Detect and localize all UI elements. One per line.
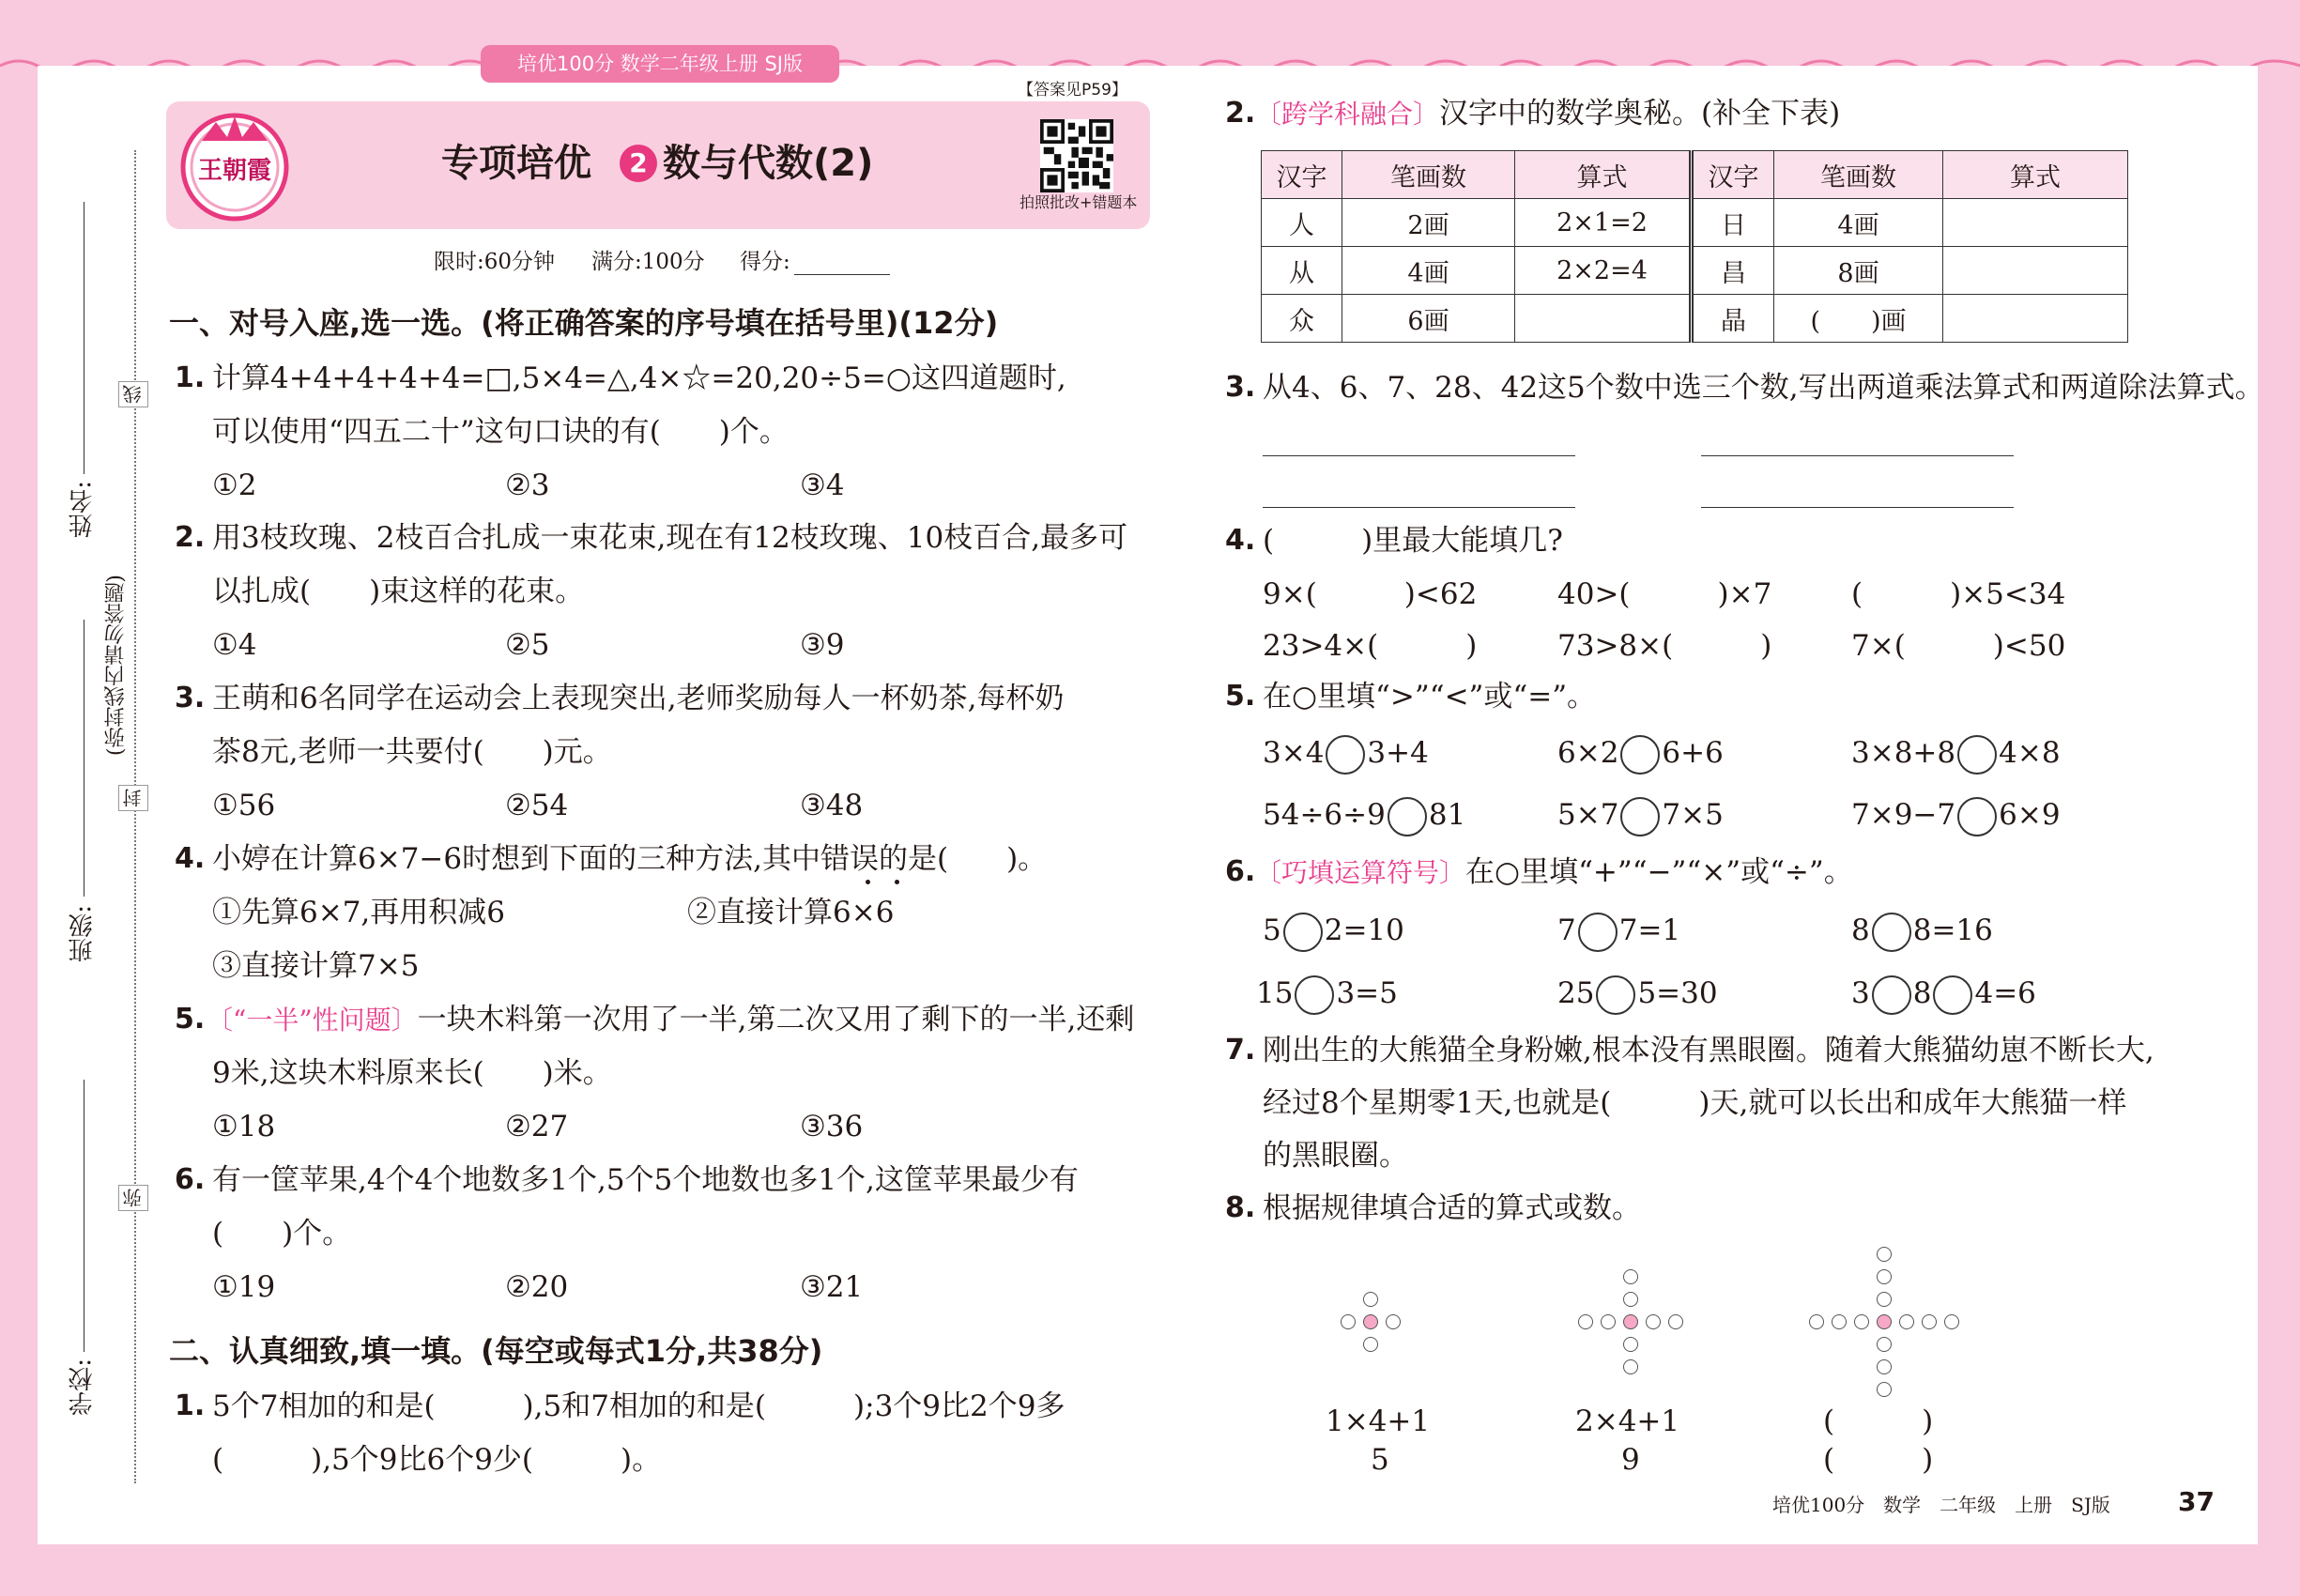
- section-1-title: 一、对号入座,选一选。(将正确答案的序号填在括号里)(12分): [169, 305, 999, 341]
- s2-q5-number: 5.: [1225, 680, 1256, 713]
- section-title: 专项培优 2 数与代数(2): [441, 142, 874, 185]
- bead: [1832, 1314, 1847, 1329]
- bead: [1877, 1359, 1892, 1374]
- q6-option[interactable]: ①19: [212, 1270, 276, 1304]
- table-cell: 2×1=2: [1515, 199, 1692, 247]
- table-cell: 人: [1262, 199, 1342, 247]
- operator-item: 3 8 4=6: [1851, 974, 2036, 1015]
- s2-q6-tag: 〔巧填运算符号〕: [1255, 857, 1466, 888]
- s2-q6-number: 6.: [1225, 855, 1256, 888]
- q2-line2: 以扎成( )束这样的花束。: [212, 575, 585, 608]
- emphasis-dot: [895, 880, 899, 884]
- bead: [1809, 1314, 1824, 1329]
- answer-circle[interactable]: [1578, 913, 1618, 952]
- answer-line[interactable]: [1701, 507, 2014, 508]
- s2-q4-number: 4.: [1225, 524, 1256, 557]
- bead: [1877, 1337, 1892, 1352]
- number-badge: 2: [620, 145, 657, 182]
- table-cell: 昌: [1692, 247, 1774, 295]
- table-cell: 4画: [1774, 199, 1943, 247]
- operator-item: 25 5=30: [1557, 974, 1718, 1015]
- answer-circle[interactable]: [1957, 735, 1997, 775]
- table-cell: 2画: [1342, 199, 1515, 247]
- q1-option[interactable]: ②3: [505, 468, 550, 502]
- book-header-tab: 培优100分 数学二年级上册 SJ版: [481, 45, 839, 83]
- answer-circle[interactable]: [1388, 797, 1427, 836]
- q1-number: 1.: [175, 361, 206, 394]
- table-cell: 4画: [1342, 247, 1515, 295]
- seal-mark-mi: 弥: [118, 1185, 148, 1211]
- table-header: 汉字: [1692, 151, 1774, 199]
- q5-tag: 〔“一半”性问题〕: [207, 1005, 418, 1036]
- inequality-item[interactable]: 40>( )×7: [1557, 577, 1772, 611]
- q2-option[interactable]: ②5: [505, 628, 550, 662]
- answer-circle[interactable]: [1872, 913, 1911, 952]
- s2-q7-line2: 经过8个星期零1天,也就是( )天,就可以长出和成年大熊猫一样: [1263, 1086, 2127, 1120]
- seal-note: (弥封线内请勿答题): [104, 575, 128, 757]
- bead: [1363, 1314, 1378, 1329]
- answer-circle[interactable]: [1620, 735, 1660, 775]
- s2-q8-number: 8.: [1225, 1191, 1256, 1224]
- s2-q2-line1: 〔跨学科融合〕汉字中的数学奥秘。(补全下表): [1255, 97, 1841, 130]
- s2-q1-line2: ( ),5个9比6个9少( )。: [212, 1443, 662, 1477]
- s2-q7-line3: 的黑眼圈。: [1263, 1139, 1408, 1173]
- s2-q6-line1: 〔巧填运算符号〕在○里填“+”“−”“×”或“÷”。: [1255, 855, 1853, 889]
- compare-item: 3×8+8 4×8: [1851, 734, 2061, 775]
- compare-item: 3×4 3+4: [1263, 734, 1429, 775]
- q4-option[interactable]: ③直接计算7×5: [212, 949, 420, 983]
- q3-line2: 茶8元,老师一共要付( )元。: [212, 735, 612, 769]
- pattern-formula: 2×4+1: [1575, 1404, 1680, 1438]
- class-label: 班级:: [69, 905, 97, 962]
- s2-q1-number: 1.: [175, 1389, 206, 1422]
- answer-circle[interactable]: [1620, 797, 1660, 836]
- s2-q4-line1: ( )里最大能填几?: [1263, 524, 1563, 558]
- bead: [1578, 1314, 1593, 1329]
- operator-item: 15 3=5: [1256, 974, 1398, 1015]
- q3-number: 3.: [175, 682, 206, 714]
- q4-option[interactable]: ②直接计算6×6: [687, 896, 895, 929]
- inequality-item[interactable]: ( )×5<34: [1851, 577, 2066, 611]
- q6-line1: 有一筐苹果,4个4个地数多1个,5个5个地数也多1个,这筐苹果最少有: [212, 1163, 1079, 1197]
- svg-text:王朝霞: 王朝霞: [197, 157, 272, 185]
- bead: [1601, 1314, 1616, 1329]
- answer-reference: 【答案见P59】: [1018, 81, 1127, 100]
- table-row: [1262, 247, 2128, 295]
- q5-number: 5.: [175, 1003, 206, 1036]
- table-header: 汉字: [1262, 151, 1342, 199]
- bead: [1877, 1292, 1892, 1307]
- q5-option[interactable]: ②27: [505, 1110, 569, 1143]
- table-row: [1262, 199, 2128, 247]
- answer-line[interactable]: [1701, 455, 2014, 456]
- bead: [1623, 1359, 1638, 1374]
- seal-mark-xian: 线: [118, 381, 148, 407]
- answer-circle[interactable]: [1933, 975, 1972, 1015]
- pattern-result: 9: [1621, 1443, 1640, 1477]
- table-header: 笔画数: [1342, 151, 1515, 199]
- seal-line: [134, 150, 136, 1483]
- q5-option[interactable]: ①18: [212, 1110, 276, 1143]
- bead: [1877, 1247, 1892, 1262]
- table-answer-cell[interactable]: ( )画: [1774, 295, 1943, 343]
- q6-option[interactable]: ②20: [505, 1270, 569, 1304]
- answer-circle[interactable]: [1326, 735, 1365, 775]
- table-answer-cell[interactable]: [1515, 295, 1692, 343]
- inequality-item[interactable]: 73>8×( ): [1557, 629, 1772, 663]
- seal-mark-feng: 封: [118, 785, 148, 811]
- name-label: 姓名:: [69, 481, 97, 538]
- q4-option[interactable]: ①先算6×7,再用积减6: [212, 896, 505, 929]
- q2-line1: 用3枝玫瑰、2枝百合扎成一束花束,现在有12枝玫瑰、10枝百合,最多可: [212, 521, 1128, 555]
- table-cell: 2×2=4: [1515, 247, 1692, 295]
- bead: [1668, 1314, 1683, 1329]
- logo-icon: [169, 103, 300, 225]
- q2-option[interactable]: ①4: [212, 628, 257, 662]
- inequality-item[interactable]: 7×( )<50: [1851, 629, 2066, 663]
- q1-line1: 计算4+4+4+4+4=□,5×4=△,4×☆=20,20÷5=○这四道题时,: [212, 361, 1066, 395]
- score-blank[interactable]: [794, 274, 890, 275]
- answer-circle[interactable]: [1596, 975, 1635, 1015]
- bead: [1922, 1314, 1937, 1329]
- score-label: 得分:: [740, 250, 790, 274]
- bead: [1854, 1314, 1869, 1329]
- answer-circle[interactable]: [1957, 797, 1997, 836]
- inequality-item[interactable]: 9×( )<62: [1263, 577, 1478, 611]
- page-number: 37: [2178, 1486, 2215, 1517]
- q5-option[interactable]: ③36: [800, 1110, 864, 1143]
- pattern-formula: 1×4+1: [1326, 1404, 1431, 1438]
- bead: [1363, 1337, 1378, 1352]
- bead: [1623, 1337, 1638, 1352]
- table-cell: 6画: [1342, 295, 1515, 343]
- bead: [1646, 1314, 1661, 1329]
- table-cell: 从: [1262, 247, 1342, 295]
- s2-q5-line1: 在○里填“>”“<”或“=”。: [1263, 680, 1597, 714]
- school-label: 学校:: [69, 1358, 97, 1416]
- s2-q2-tag: 〔跨学科融合〕: [1255, 99, 1440, 130]
- q3-option[interactable]: ③48: [800, 789, 864, 822]
- table-header: 算式: [1515, 151, 1692, 199]
- table-cell: 日: [1692, 199, 1774, 247]
- emphasis-dot: [866, 880, 870, 884]
- qr-caption: 拍照批改+错题本: [1020, 193, 1138, 211]
- s2-q2-number: 2.: [1225, 97, 1256, 130]
- operator-item: 8 8=16: [1851, 912, 1993, 952]
- s2-q3-line1: 从4、6、7、28、42这5个数中选三个数,写出两道乘法算式和两道除法算式。: [1263, 371, 2264, 405]
- q6-option[interactable]: ③21: [800, 1270, 864, 1304]
- bead: [1877, 1314, 1892, 1329]
- q1-option[interactable]: ③4: [800, 468, 845, 502]
- q1-option[interactable]: ①2: [212, 468, 257, 502]
- limit-text: 限时:60分钟: [434, 250, 556, 274]
- operator-item: 5 2=10: [1263, 912, 1404, 952]
- table-header-row: [1262, 151, 2128, 199]
- table-answer-cell[interactable]: [1943, 199, 2128, 247]
- table-header: 笔画数: [1774, 151, 1943, 199]
- q1-line2: 可以使用“四五二十”这句口诀的有( )个。: [212, 415, 789, 449]
- bead: [1877, 1382, 1892, 1397]
- s2-q1-line1: 5个7相加的和是( ),5和7相加的和是( );3个9比2个9多: [212, 1389, 1066, 1423]
- q4-line1: 小婷在计算6×7−6时想到下面的三种方法,其中错误的是( )。: [212, 842, 1048, 876]
- answer-line[interactable]: [1263, 455, 1575, 456]
- q2-option[interactable]: ③9: [800, 628, 845, 662]
- s2-q3-number: 3.: [1225, 371, 1256, 404]
- bead: [1341, 1314, 1356, 1329]
- bead: [1877, 1269, 1892, 1284]
- full-score-text: 满分:100分: [591, 250, 705, 274]
- table-answer-cell[interactable]: [1943, 247, 2128, 295]
- bead: [1623, 1292, 1638, 1307]
- q6-line2: ( )个。: [212, 1217, 352, 1251]
- pattern-result: 5: [1371, 1443, 1389, 1477]
- s2-q7-number: 7.: [1225, 1034, 1256, 1067]
- bead: [1386, 1314, 1401, 1329]
- q2-number: 2.: [175, 521, 206, 554]
- table-answer-cell[interactable]: [1943, 295, 2128, 343]
- section-2-title: 二、认真细致,填一填。(每空或每式1分,共38分): [169, 1333, 823, 1369]
- q3-line1: 王萌和6名同学在运动会上表现突出,老师奖励每人一杯奶茶,每杯奶: [212, 682, 1065, 715]
- q3-option[interactable]: ①56: [212, 789, 276, 822]
- table-cell: 8画: [1774, 247, 1943, 295]
- bead: [1623, 1314, 1638, 1329]
- bead: [1363, 1292, 1378, 1307]
- inequality-item[interactable]: 23>4×( ): [1263, 629, 1478, 663]
- q5-line2: 9米,这块木料原来长( )米。: [212, 1056, 612, 1090]
- compare-item: 5×7 7×5: [1557, 796, 1724, 836]
- page-footer: 培优100分 数学 二年级 上册 SJ版: [1772, 1494, 2110, 1516]
- strokes-table: [1261, 150, 2128, 343]
- s2-q8-line1: 根据规律填合适的算式或数。: [1263, 1191, 1641, 1225]
- table-header: 算式: [1943, 151, 2128, 199]
- compare-item: 54÷6÷9 81: [1263, 796, 1465, 836]
- pattern-answer[interactable]: ( ): [1823, 1443, 1934, 1477]
- compare-item: 6×2 6+6: [1557, 734, 1724, 775]
- q5-line1: 〔“一半”性问题〕一块木料第一次用了一半,第二次又用了剩下的一半,还剩: [207, 1003, 1135, 1036]
- compare-item: 7×9−7 6×9: [1851, 796, 2061, 836]
- bead: [1899, 1314, 1914, 1329]
- answer-circle[interactable]: [1872, 975, 1911, 1015]
- qr-code-icon[interactable]: [1040, 119, 1113, 192]
- q6-number: 6.: [175, 1163, 206, 1196]
- operator-item: 7 7=1: [1557, 912, 1680, 952]
- pattern-answer[interactable]: ( ): [1823, 1404, 1934, 1438]
- answer-line[interactable]: [1263, 507, 1575, 508]
- table-cell: 众: [1262, 295, 1342, 343]
- table-row: [1262, 295, 2128, 343]
- table-cell: 晶: [1692, 295, 1774, 343]
- bead: [1944, 1314, 1959, 1329]
- q3-option[interactable]: ②54: [505, 789, 569, 822]
- q4-number: 4.: [175, 842, 206, 875]
- s2-q7-line1: 刚出生的大熊猫全身粉嫩,根本没有黑眼圈。随着大熊猫幼崽不断长大,: [1263, 1034, 2154, 1067]
- bead: [1623, 1269, 1638, 1284]
- answer-circle[interactable]: [1295, 975, 1334, 1015]
- answer-circle[interactable]: [1283, 913, 1323, 952]
